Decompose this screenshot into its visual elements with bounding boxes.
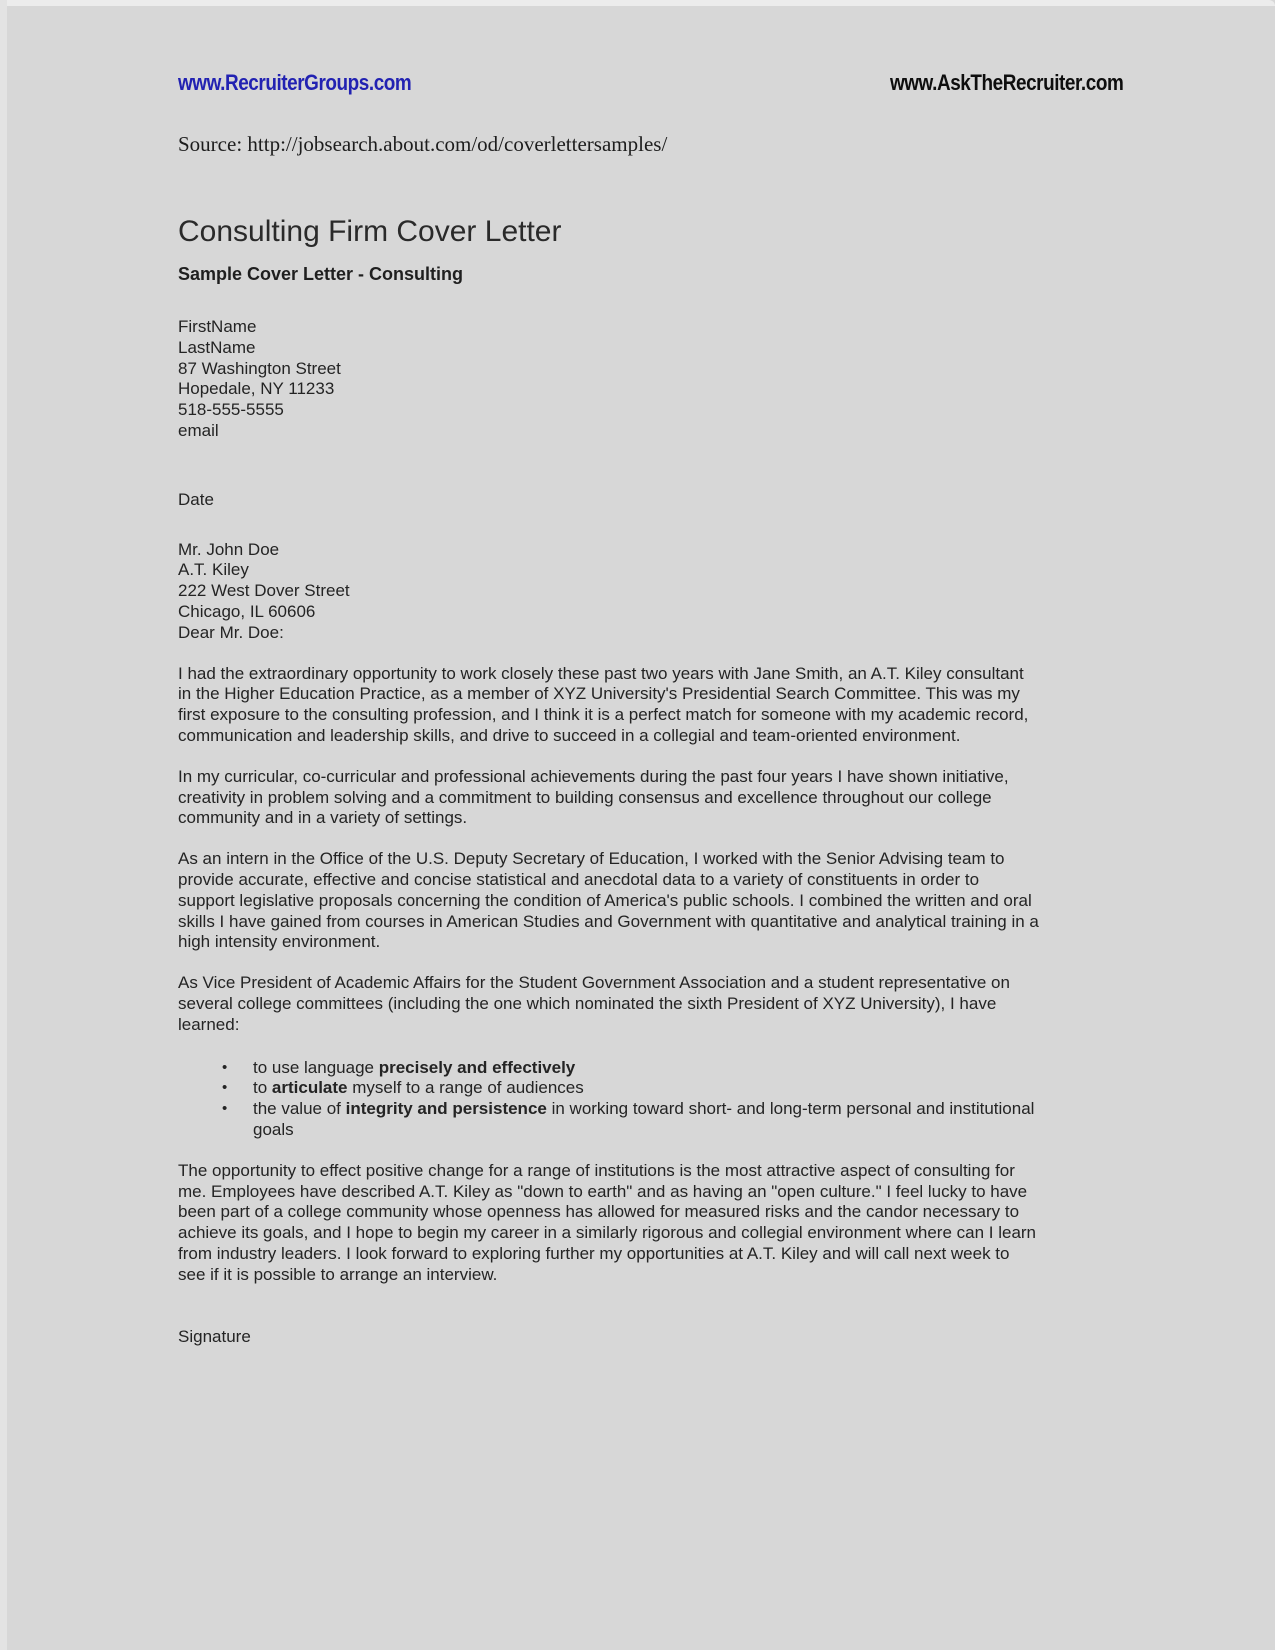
recipient-address-block (178, 540, 1123, 644)
bullet-text-pre: to use language (253, 1057, 379, 1077)
body-paragraph: I had the extraordinary opportunity to work closely these past two years with Jane Smith, an A.T. Kiley consultant in the Higher Education Practice, as a member of XYZ University's Presidential Search Committee. This was my first exposure to the consulting profession, and I think it is a perfect match for someone with my academic record, communication and leadership skills, and drive to succeed in a collegial and team-oriented environment. (178, 663, 1029, 745)
salutation-line: Dear Mr. Doe: (178, 622, 284, 642)
sender-address-line: FirstName (178, 317, 257, 336)
sender-address-line: email (178, 420, 219, 440)
sender-address-line: LastName (178, 337, 256, 357)
body-paragraph: As Vice President of Academic Affairs for the Student Government Association and a student representative on several college committees (including the one which nominated the sixth President of XYZ University), I have learned: (178, 973, 1010, 1034)
sender-address-line: Hopedale, NY 11233 (178, 379, 335, 399)
bullet-text (253, 1099, 1041, 1141)
bullet-list (178, 1058, 1123, 1141)
body-paragraph: As an intern in the Office of the U.S. Deputy Secretary of Education, I worked with the Senior Advising team to provide accurate, effective and concise statistical and anecdotal data to a variety of constituents in order to support legislative proposals concerning the condition of America's public schools. I combined the written and oral skills I have gained from courses in American Studies and Government with quantitative and analytical training in a high intensity environment. (178, 849, 1039, 952)
page-edge-left-highlight (0, 0, 7, 1650)
bullet-icon: • (222, 1100, 228, 1118)
bullet-text (253, 1058, 575, 1079)
recipient-address-line: 222 West Dover Street (178, 581, 350, 601)
bullet-icon: • (222, 1058, 228, 1076)
recipient-address-line: A.T. Kiley (178, 560, 249, 580)
bullet-text (253, 1078, 584, 1099)
signature-placeholder: Signature (178, 1327, 251, 1347)
date-placeholder: Date (178, 489, 214, 509)
page-content (178, 70, 1123, 1365)
recipient-address-line: Mr. John Doe (178, 539, 280, 559)
asktherecruiter-link[interactable]: www.AskTheRecruiter.com (889, 70, 1123, 95)
bullet-item (178, 1078, 1123, 1099)
bullet-text-pre: the value of (253, 1099, 346, 1119)
body-paragraph: In my curricular, co-curricular and professional achievements during the past four years I have shown initiative, creativity in problem solving and a commitment to building consensus and excellence throughout our college community and in a variety of settings. (178, 766, 1009, 828)
bullet-text-post: in working toward short- and long-term personal and institutional goals (253, 1099, 1035, 1139)
page-edge-top-highlight (0, 0, 1275, 6)
bullet-item (178, 1058, 1123, 1079)
bullet-text-bold: articulate (271, 1078, 348, 1098)
sender-address-line: 518-555-5555 (178, 400, 284, 420)
closing-paragraph: The opportunity to effect positive change for a range of institutions is the most attractive aspect of consulting for me. Employees have described A.T. Kiley as "down to earth" and as having an "open culture." I feel lucky to have been part of a college community whose openness has allowed for measured risks and the candor necessary to achieve its goals, and I hope to begin my career in a similarly rigorous and collegial environment where can I learn from industry leaders. I look forward to exploring further my opportunities at A.T. Kiley and will call next week to see if it is possible to arrange an interview. (178, 1160, 1037, 1284)
bullet-icon: • (222, 1079, 228, 1097)
bullet-text-bold: precisely and effectively (378, 1057, 576, 1077)
sender-address-line: 87 Washington Street (178, 358, 341, 378)
bullet-text-post: myself to a range of audiences (347, 1078, 584, 1098)
source-line: Source: http://jobsearch.about.com/od/coverlettersamples/ (178, 132, 668, 156)
header (178, 70, 1123, 96)
recruitergroups-link[interactable]: www.RecruiterGroups.com (178, 70, 412, 95)
bullet-text-pre: to (253, 1078, 272, 1098)
sender-address-block (178, 317, 1123, 442)
bullet-text-bold: integrity and persistence (345, 1099, 547, 1119)
document-title: Consulting Firm Cover Letter (178, 215, 562, 248)
document-subtitle: Sample Cover Letter - Consulting (178, 264, 464, 284)
recipient-address-line: Chicago, IL 60606 (178, 601, 316, 621)
bullet-item (178, 1099, 1123, 1141)
